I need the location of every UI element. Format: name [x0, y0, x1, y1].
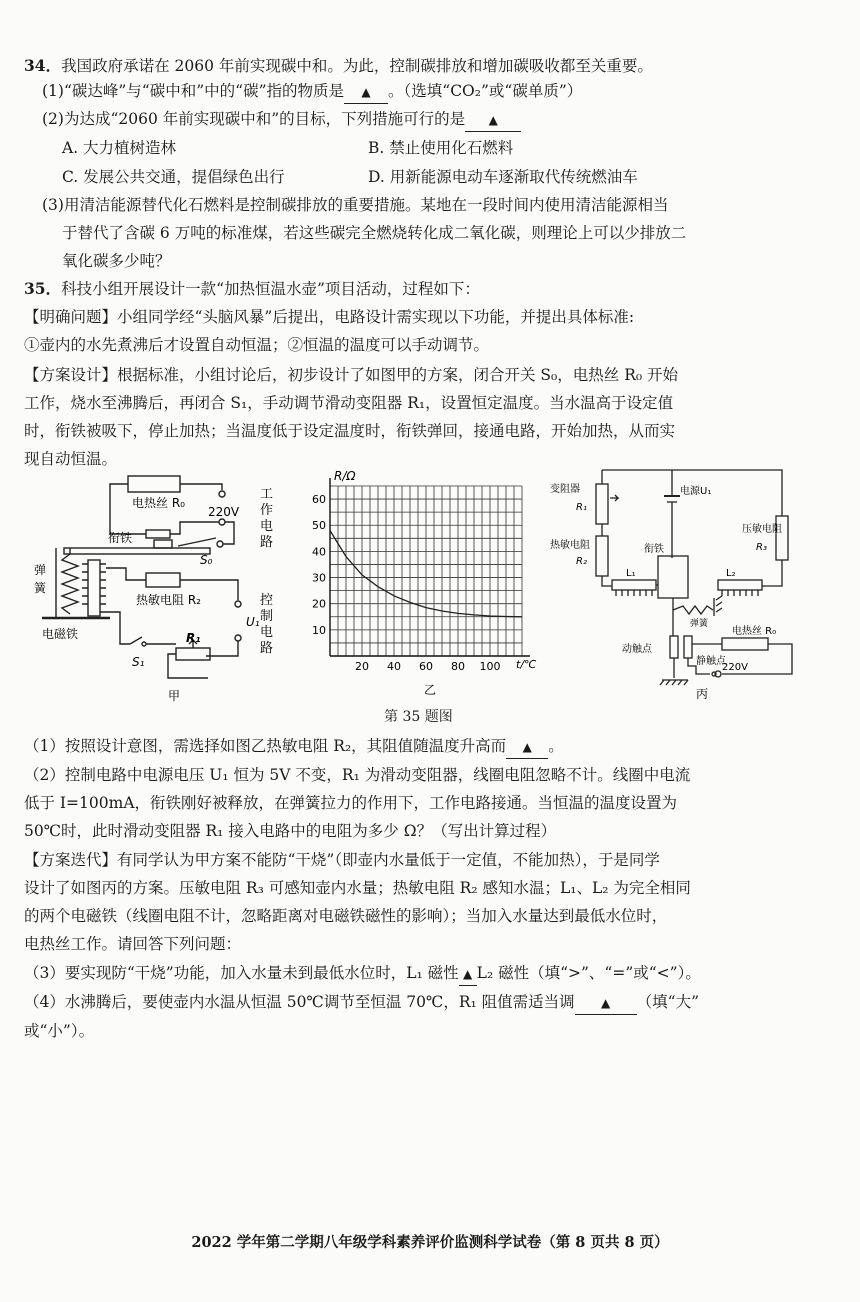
q35-a3-blank: ▲ — [459, 962, 477, 986]
q34-part3-line1: (3)用清洁能源替代化石燃料是控制碳排放的重要措施。某地在一段时间内使用清洁能源相当 — [42, 196, 669, 214]
figure-yi-chart — [304, 470, 540, 706]
chart-x-tick-label: 20 — [355, 660, 369, 673]
q35-a3 — [24, 962, 701, 986]
jia-thermistor-label: 热敏电阻 R₂ — [136, 593, 201, 607]
svg-text:电: 电 — [260, 625, 274, 640]
q35-a3-tail: L₂ 磁性（填“>”、“=”或“<”）。 — [476, 964, 701, 982]
q34-part1-blank: ▲ — [344, 80, 388, 104]
jia-s1-label: S₁ — [132, 655, 145, 669]
q34-part1-tail: 。（选填“CO₂”或“碳单质”） — [388, 82, 583, 100]
q34-part1 — [42, 80, 582, 104]
q35-iterate-line3: 的两个电磁铁（线圈电阻不计，忽略距离对电磁铁磁性的影响）；当加入水量达到最低水位时， — [24, 907, 668, 925]
q34-option-a: A. 大力植树造林 — [62, 139, 177, 157]
jia-armature-label: 衔铁 — [108, 531, 133, 545]
jia-voltage-label: 220V — [208, 505, 240, 519]
chart-y-tick-label: 40 — [312, 545, 326, 559]
bing-l1-label: L₁ — [626, 568, 636, 579]
bing-power-label: 电源U₁ — [680, 486, 712, 497]
q34-option-d: D. 用新能源电动车逐渐取代传统燃油车 — [368, 168, 638, 186]
q35-a4-tail: （填“大” — [636, 993, 700, 1011]
figure-jia-circuit — [28, 472, 290, 708]
chart-x-tick-label: 60 — [419, 660, 433, 673]
jia-heater-label: 电热丝 R₀ — [132, 496, 185, 510]
bing-r1-label: R₁ — [576, 502, 587, 513]
bing-spring-label: 弹簧 — [690, 619, 709, 629]
chart-x-tick-label: 80 — [451, 660, 465, 673]
chart-y-tick-label: 50 — [312, 519, 326, 533]
bing-armature-label: 衔铁 — [644, 544, 664, 555]
chart-axes — [330, 478, 530, 656]
bing-figure-label: 丙 — [696, 687, 709, 701]
chart-y-tick-label: 20 — [312, 597, 326, 611]
q35-a2-line3: 50℃时，此时滑动变阻器 R₁ 接入电路中的电阻为多少 Ω？（写出计算过程） — [24, 822, 557, 840]
figure-bing-circuit — [546, 458, 806, 706]
bing-r3-label: R₃ — [756, 542, 767, 553]
q35-a4-line2: 或“小”）。 — [24, 1022, 95, 1040]
q34-part2 — [42, 108, 521, 132]
q35-stem — [24, 278, 480, 300]
bing-static-contact-label: 静触点 — [696, 656, 726, 667]
chart-y-tick-label: 10 — [312, 623, 326, 637]
q35-problem-line1: 【明确问题】小组同学经“头脑风暴”后提出，电路设计需实现以下功能，并提出具体标准: — [24, 308, 635, 326]
jia-u1-label: U₁ — [246, 615, 260, 629]
svg-text:工: 工 — [260, 487, 274, 502]
q34-number: 34． — [24, 56, 62, 75]
jia-work-circuit-label — [260, 487, 273, 550]
bing-l2-label: L₂ — [726, 568, 736, 579]
jia-spring-label-bottom: 簧 — [34, 581, 47, 595]
chart-y-tick-label: 30 — [312, 571, 326, 585]
q35-iterate-line2: 设计了如图丙的方案。压敏电阻 R₃ 可感知壶内水量；热敏电阻 R₂ 感知水温；L₁、L₂ 为完全相同 — [24, 879, 691, 897]
q35-a1-blank: ▲ — [506, 735, 548, 759]
bing-heater-label: 电热丝 R₀ — [732, 626, 777, 637]
svg-text:路: 路 — [260, 535, 274, 550]
q35-a4-line1 — [24, 991, 699, 1015]
q35-a1-text: （1）按照设计意图，需选择如图乙热敏电阻 R₂，其阻值随温度升高而 — [24, 737, 507, 755]
svg-text:作: 作 — [260, 503, 274, 518]
bing-voltage-label: 220V — [722, 662, 748, 673]
chart-y-tick-label: 60 — [312, 493, 326, 507]
svg-text:路: 路 — [260, 641, 274, 656]
chart-xlabel: t/℃ — [516, 658, 537, 671]
q35-stem-text: 科技小组开展设计一款“加热恒温水壶”项目活动，过程如下： — [61, 280, 480, 298]
q35-design-line2: 工作，烧水至沸腾后，再闭合 S₁，手动调节滑动变阻器 R₁，设置恒定温度。当水温高于设定值 — [24, 394, 674, 412]
jia-control-circuit-label — [260, 592, 273, 656]
chart-x-tick-label: 100 — [479, 660, 501, 673]
bing-rheostat-label: 变阻器 — [550, 484, 580, 495]
chart-x-tick-label: 40 — [387, 660, 401, 673]
q34-part1-text: (1)“碳达峰”与“碳中和”中的“碳”指的物质是 — [42, 82, 345, 100]
jia-electromagnet-label: 电磁铁 — [42, 627, 79, 641]
q34-option-b: B. 禁止使用化石燃料 — [368, 139, 514, 157]
jia-figure-label: 甲 — [168, 689, 181, 703]
q35-iterate-line4: 电热丝工作。请回答下列问题： — [24, 935, 242, 953]
yi-figure-label: 乙 — [424, 683, 437, 697]
q34-part2-blank: ▲ — [465, 108, 521, 132]
q35-design-line4: 现自动恒温。 — [24, 450, 118, 468]
q34-option-c: C. 发展公共交通，提倡绿色出行 — [62, 168, 285, 186]
q34-stem-text: 我国政府承诺在 2060 年前实现碳中和。为此，控制碳排放和增加碳吸收都至关重要。 — [61, 57, 653, 75]
q34-stem — [24, 55, 653, 77]
q35-iterate-line1: 【方案迭代】有同学认为甲方案不能防“干烧”（即壶内水量低于一定值，不能加热），于是同学 — [24, 851, 660, 869]
q35-a4-text: （4）水沸腾后，要使壶内水温从恒温 50℃调节至恒温 70℃，R₁ 阻值需适当调 — [24, 993, 575, 1011]
q35-a4-blank: ▲ — [575, 991, 637, 1015]
q34-part3-line2: 于替代了含碳 6 万吨的标准煤，若这些碳完全燃烧转化成二氧化碳，则理论上可以少排放二 — [62, 224, 687, 242]
q35-a1-tail: 。 — [548, 737, 564, 755]
bing-pressure-label: 压敏电阻 — [742, 524, 782, 535]
q35-problem-line2: ①壶内的水先煮沸后才设置自动恒温；②恒温的温度可以手动调节。 — [24, 336, 490, 354]
q35-a3-text: （3）要实现防“干烧”功能，加入水量未到最低水位时，L₁ 磁性 — [24, 964, 459, 982]
svg-text:控: 控 — [260, 593, 274, 608]
chart-ylabel: R/Ω — [334, 470, 356, 483]
q35-a1 — [24, 735, 564, 759]
q35-design-line1: 【方案设计】根据标准，小组讨论后，初步设计了如图甲的方案，闭合开关 S₀，电热丝 R₀ 开始 — [24, 366, 678, 384]
chart-ticks — [312, 493, 501, 673]
bing-r2-label: R₂ — [576, 556, 587, 567]
svg-text:电: 电 — [260, 519, 274, 534]
jia-spring-label-top: 弹 — [34, 563, 47, 577]
q35-figure-caption: 第 35 题图 — [384, 709, 453, 725]
bing-moving-contact-label: 动触点 — [622, 644, 652, 655]
q35-number: 35． — [24, 279, 62, 298]
page-footer: 2022 学年第二学期八年级学科素养评价监测科学试卷（第 8 页共 8 页） — [191, 1234, 669, 1251]
q35-a2-line1: （2）控制电路中电源电压 U₁ 恒为 5V 不变，R₁ 为滑动变阻器，线圈电阻忽略不计。线圈中电流 — [24, 766, 691, 784]
svg-text:制: 制 — [260, 609, 274, 624]
jia-s0-label: S₀ — [200, 553, 213, 567]
jia-r1-label: R₁ — [186, 631, 201, 645]
bing-thermistor-label: 热敏电阻 — [550, 540, 590, 551]
q34-part3-line3: 氧化碳多少吨？ — [62, 252, 171, 270]
q35-design-line3: 时，衔铁被吸下，停止加热；当温度低于设定温度时，衔铁弹回，接通电路，开始加热，从而实 — [24, 422, 676, 440]
q34-part2-text: (2)为达成“2060 年前实现碳中和”的目标，下列措施可行的是 — [42, 110, 466, 128]
q35-a2-line2: 低于 I=100mA，衔铁刚好被释放，在弹簧拉力的作用下，工作电路接通。当恒温的温度设置为 — [24, 794, 678, 812]
